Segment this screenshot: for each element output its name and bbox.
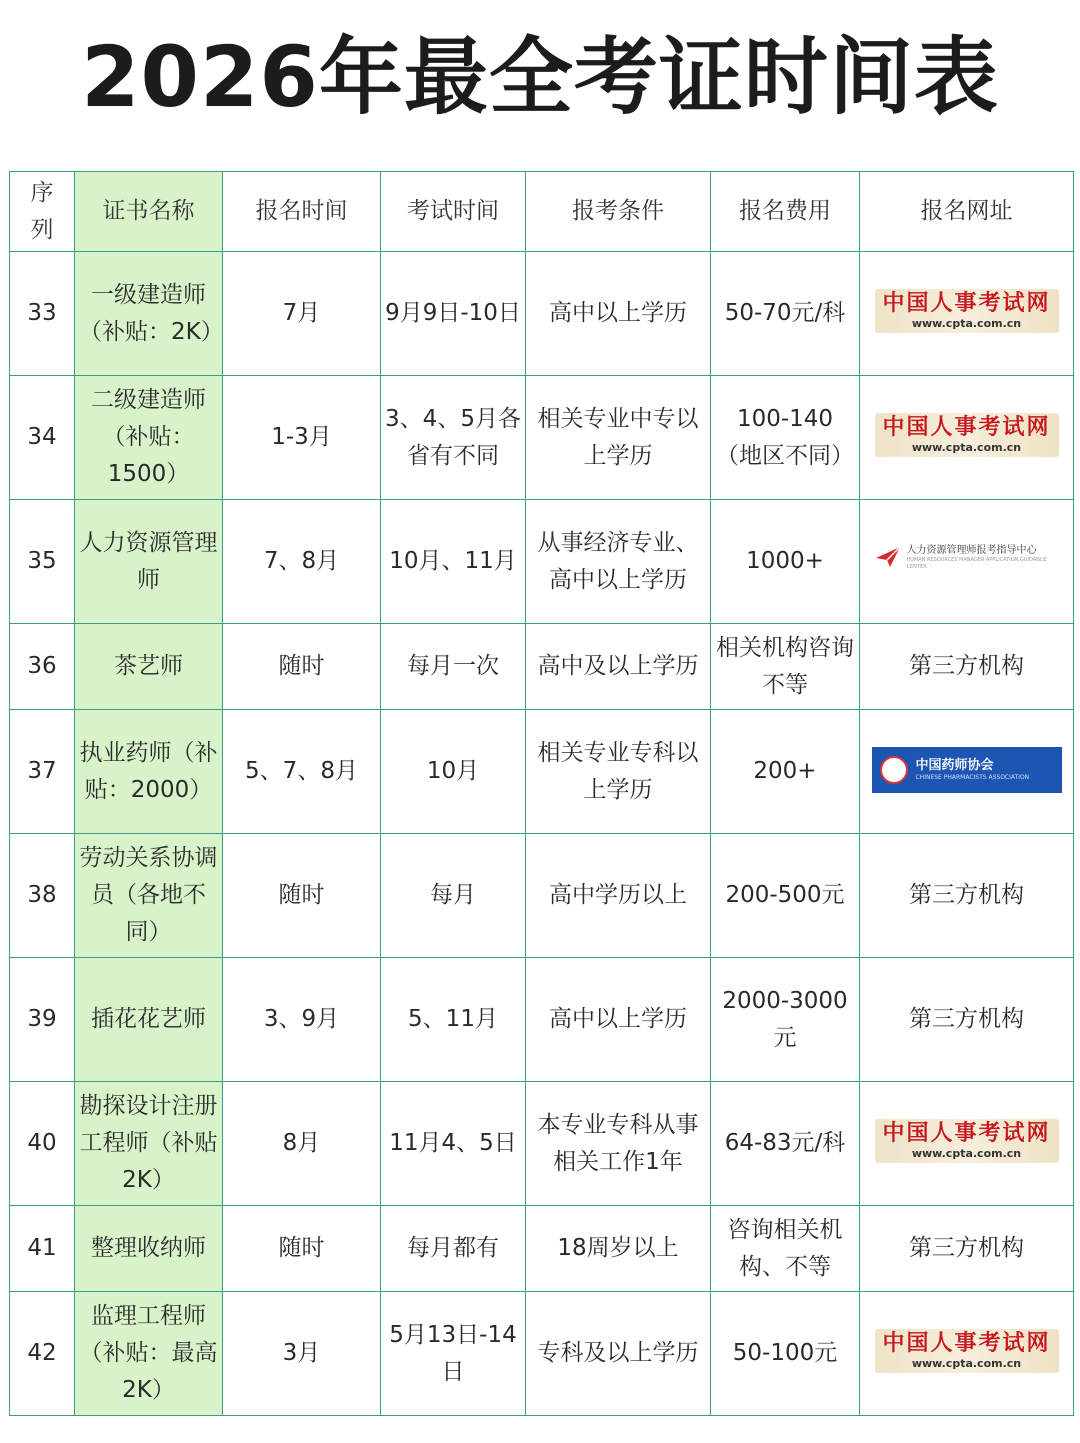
exam-time: 每月一次 — [381, 624, 526, 710]
exam-time: 9月9日-10日 — [381, 252, 526, 376]
fee: 200-500元 — [711, 834, 860, 958]
fee: 100-140（地区不同） — [711, 376, 860, 500]
exam-time: 每月都有 — [381, 1206, 526, 1292]
pharmacists-association-logo[interactable] — [872, 747, 1062, 793]
column-header-fee: 报名费用 — [711, 172, 860, 252]
cpta-logo[interactable] — [875, 413, 1059, 457]
cpta-logo-url: www.cpta.com.cn — [911, 440, 1022, 454]
conditions: 高中学历以上 — [526, 834, 711, 958]
column-header-cert: 证书名称 — [75, 172, 223, 252]
cert-name: 执业药师（补贴：2000） — [75, 710, 223, 834]
column-header-website: 报名网址 — [860, 172, 1074, 252]
exam-time: 5、11月 — [381, 958, 526, 1082]
cert-name: 插花花艺师 — [75, 958, 223, 1082]
fee: 200+ — [711, 710, 860, 834]
hr-logo-english: HUMAN RESOURCES MANAGER APPLICATION GUIDANCE CENTER — [906, 556, 1047, 570]
row-number: 39 — [10, 958, 75, 1082]
cpta-logo-name: 中国人事考试网 — [882, 1120, 1051, 1146]
paper-plane-icon — [875, 546, 901, 568]
table-row — [10, 834, 1074, 958]
cpta-logo-name: 中国人事考试网 — [882, 290, 1051, 316]
fee: 50-100元 — [711, 1292, 860, 1416]
reg-time: 7、8月 — [223, 500, 381, 624]
table-row — [10, 710, 1074, 834]
hr-center-logo[interactable] — [875, 544, 1059, 571]
conditions: 高中及以上学历 — [526, 624, 711, 710]
table-row — [10, 252, 1074, 376]
fee: 咨询相关机构、不等 — [711, 1206, 860, 1292]
column-header-exam-time: 考试时间 — [381, 172, 526, 252]
hr-logo-name: 人力资源管理师报考指导中心 — [906, 544, 1037, 556]
website: 第三方机构 — [860, 624, 1074, 710]
website-cell — [860, 252, 1074, 376]
fee: 50-70元/科 — [711, 252, 860, 376]
cert-name: 人力资源管理师 — [75, 500, 223, 624]
cpta-logo[interactable] — [875, 289, 1059, 333]
fee: 64-83元/科 — [711, 1082, 860, 1206]
conditions: 相关专业专科以上学历 — [526, 710, 711, 834]
exam-time: 10月 — [381, 710, 526, 834]
cpta-logo-url: www.cpta.com.cn — [911, 1356, 1022, 1370]
row-number: 35 — [10, 500, 75, 624]
cpta-logo[interactable] — [875, 1119, 1059, 1163]
cert-name: 勘探设计注册工程师（补贴2K） — [75, 1082, 223, 1206]
reg-time: 3、9月 — [223, 958, 381, 1082]
cpta-logo-url: www.cpta.com.cn — [911, 1146, 1022, 1160]
exam-time: 3、4、5月各省有不同 — [381, 376, 526, 500]
table-row — [10, 958, 1074, 1082]
reg-time: 8月 — [223, 1082, 381, 1206]
reg-time: 1-3月 — [223, 376, 381, 500]
exam-time: 10月、11月 — [381, 500, 526, 624]
page-title: 2026年最全考证时间表 — [81, 28, 999, 126]
exam-schedule-table — [9, 171, 1074, 1416]
fee: 相关机构咨询不等 — [711, 624, 860, 710]
table-row — [10, 1206, 1074, 1292]
reg-time: 5、7、8月 — [223, 710, 381, 834]
website-cell — [860, 376, 1074, 500]
fee: 2000-3000元 — [711, 958, 860, 1082]
row-number: 42 — [10, 1292, 75, 1416]
row-number: 36 — [10, 624, 75, 710]
fee: 1000+ — [711, 500, 860, 624]
conditions: 从事经济专业、高中以上学历 — [526, 500, 711, 624]
cpta-logo-name: 中国人事考试网 — [882, 414, 1051, 440]
cpta-logo-name: 中国人事考试网 — [882, 1330, 1051, 1356]
website-cell — [860, 1292, 1074, 1416]
cert-name: 整理收纳师 — [75, 1206, 223, 1292]
column-header-no: 序列 — [10, 172, 75, 252]
website: 第三方机构 — [860, 834, 1074, 958]
column-header-conditions: 报考条件 — [526, 172, 711, 252]
exam-time: 11月4、5日 — [381, 1082, 526, 1206]
seal-icon — [880, 756, 908, 784]
cert-name: 二级建造师（补贴：1500） — [75, 376, 223, 500]
website-cell — [860, 500, 1074, 624]
cert-name: 茶艺师 — [75, 624, 223, 710]
website-cell — [860, 710, 1074, 834]
reg-time: 3月 — [223, 1292, 381, 1416]
website: 第三方机构 — [860, 1206, 1074, 1292]
cert-name: 一级建造师（补贴：2K） — [75, 252, 223, 376]
row-number: 37 — [10, 710, 75, 834]
table-row — [10, 376, 1074, 500]
conditions: 专科及以上学历 — [526, 1292, 711, 1416]
reg-time: 随时 — [223, 1206, 381, 1292]
cpta-logo-url: www.cpta.com.cn — [911, 316, 1022, 330]
cert-name: 监理工程师（补贴：最高2K） — [75, 1292, 223, 1416]
cert-name: 劳动关系协调员（各地不同） — [75, 834, 223, 958]
conditions: 本专业专科从事相关工作1年 — [526, 1082, 711, 1206]
row-number: 33 — [10, 252, 75, 376]
website: 第三方机构 — [860, 958, 1074, 1082]
row-number: 40 — [10, 1082, 75, 1206]
conditions: 高中以上学历 — [526, 252, 711, 376]
reg-time: 7月 — [223, 252, 381, 376]
conditions: 高中以上学历 — [526, 958, 711, 1082]
cpta-logo[interactable] — [875, 1329, 1059, 1373]
website-cell — [860, 1082, 1074, 1206]
conditions: 相关专业中专以上学历 — [526, 376, 711, 500]
table-row — [10, 500, 1074, 624]
table-row — [10, 624, 1074, 710]
reg-time: 随时 — [223, 834, 381, 958]
exam-time: 5月13日-14日 — [381, 1292, 526, 1416]
header-row — [10, 172, 1074, 252]
conditions: 18周岁以上 — [526, 1206, 711, 1292]
row-number: 41 — [10, 1206, 75, 1292]
cpa-logo-english: CHINESE PHARMACISTS ASSOCIATION — [915, 774, 1030, 781]
reg-time: 随时 — [223, 624, 381, 710]
cpa-logo-name: 中国药师协会 — [915, 758, 994, 773]
column-header-reg-time: 报名时间 — [223, 172, 381, 252]
table-row — [10, 1082, 1074, 1206]
exam-time: 每月 — [381, 834, 526, 958]
table-row — [10, 1292, 1074, 1416]
row-number: 38 — [10, 834, 75, 958]
row-number: 34 — [10, 376, 75, 500]
